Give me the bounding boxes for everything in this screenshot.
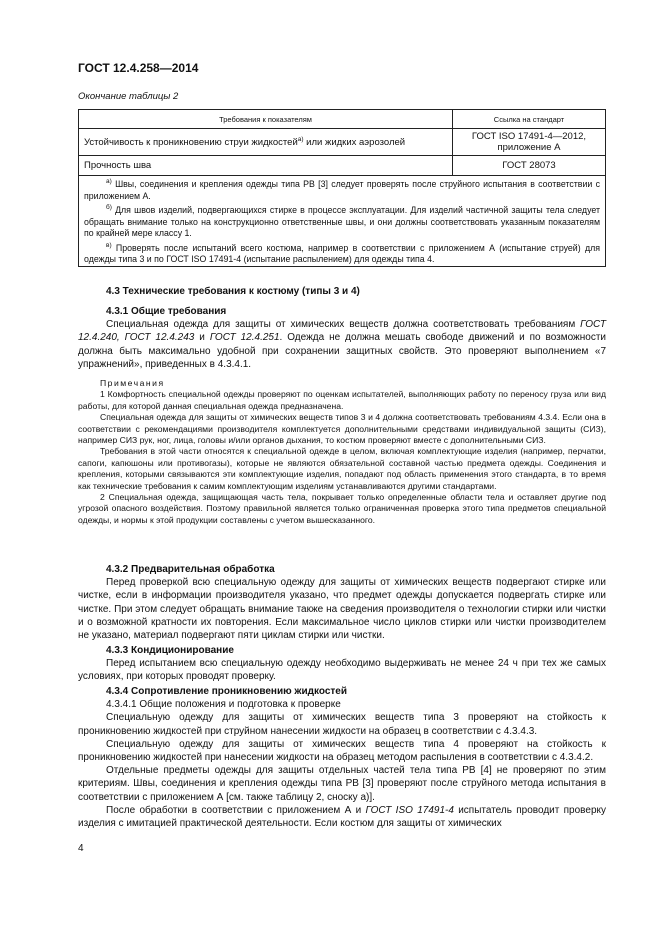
- section-heading: 4.3 Технические требования к костюму (типы 3 и 4): [106, 286, 360, 297]
- notes-block: [78, 378, 606, 526]
- section-4-3-4: [78, 685, 606, 830]
- section-4-3-2: [78, 563, 606, 642]
- paragraph: Перед испытанием всю специальную одежду необходимо выдерживать не менее 24 ч при тех же самых условиях, при которых проводят проверку.: [78, 658, 606, 683]
- page-number: 4: [78, 843, 84, 854]
- col-requirements-header: Требования к показателям: [79, 110, 453, 129]
- table-row: [79, 129, 606, 156]
- requirement-text-tail: или жидких аэрозолей: [303, 137, 406, 149]
- section-heading: 4.3.3 Кондиционирование: [106, 645, 234, 656]
- footnote: $^{в)}$ Проверять после испытаний всего костюма, например в соответствии с приложением А (испытание струей) для одежды типа 3 и по ГОСТ ISO 17491-4 (испытание распылением) для одежды типа 4.: [84, 241, 600, 265]
- reference-line: ГОСТ ISO 17491-4—2012,: [471, 131, 587, 142]
- table-row: [79, 156, 606, 176]
- notes-title: Примечания: [100, 378, 165, 388]
- subsection-heading: 4.3.4.1 Общие положения и подготовка к проверке: [106, 699, 341, 711]
- reference-line: приложение А: [497, 142, 561, 153]
- paragraph: Специальную одежду для защиты от химических веществ типа 3 проверяют на стойкость к проникновению жидкостей при струйном нанесении жидкости на образец в соответствии с 4.3.4.3.: [78, 712, 606, 737]
- requirement-cell: [79, 129, 453, 156]
- requirement-text: Устойчивость к проникновению струи жидкостей: [84, 137, 298, 149]
- col-reference-header: Ссылка на стандарт: [453, 110, 606, 129]
- footnote: $^{а)}$ Швы, соединения и крепления одежды типа PB [3] следует проверять после струйного испытания в соответствии с приложением А.: [84, 178, 600, 201]
- document-header: ГОСТ 12.4.258—2014: [78, 61, 199, 75]
- section-heading: 4.3.4 Сопротивление проникновению жидкостей: [106, 686, 348, 697]
- paragraph: Перед проверкой всю специальную одежду для защиты от химических веществ подвергают стирке или чистке, если в информации производителя указано, что предмет одежды допускается подвергать стирке или чистке. При этом следует обращать внимание также на сведения производителя о технологии стирки или чистки и о возможной кратности их повторения. Если максимальное число циклов стирки или чистки производителем не указано, материал подвергают пяти циклам стирки или чистки.: [78, 577, 606, 642]
- note: 2 Специальная одежда, защищающая часть тела, покрывает только определенные области тела и оставляет другие под угрозой опасного воздействия. Поэтому правильной является только ограниченная проверка этого типа предметов специальной одежды, и нормы к этой продукции составлены с учетом вышесказанного.: [78, 492, 606, 525]
- table-notes-row: [79, 176, 606, 267]
- footnote-mark: а): [297, 135, 304, 143]
- section-4-3-3: [78, 644, 606, 684]
- paragraph: После обработки в соответствии с приложением А и ГОСТ ISO 17491-4 испытатель проводит проверку изделия с имитацией практической деятельности. Если костюм для защиты от химических: [78, 804, 606, 830]
- table-header-row: [79, 110, 606, 129]
- note: Требования в этой части относятся к специальной одежде в целом, включая комплектующие изделия (например, перчатки, сапоги, капюшоны или противогазы), которые не являются обязательной составной частью предмета одежды. Соединения и крепления, которыми связываются эти комплектующие изделия, попадают под область применения этого стандарта, в то время как технические требования к самим комплектующим изделиям устанавливаются другими стандартами.: [78, 446, 606, 491]
- paragraph: Специальная одежда для защиты от химических веществ должна соответствовать требованиям ГОСТ 12.4.240, ГОСТ 12.4.243 и ГОСТ 12.4.251. Одежда не должна мешать свободе движений и по возможности должна быть максимально удобной при сохранении защитных свойств. Это проверяют выполнением «7 упражнений», приведенных в 4.3.4.1.: [78, 319, 606, 370]
- reference-cell: [453, 129, 606, 156]
- table-footnotes: [79, 176, 606, 267]
- reference-cell: ГОСТ 28073: [453, 156, 606, 176]
- section-heading: 4.3.2 Предварительная обработка: [106, 564, 275, 575]
- paragraph: Отдельные предметы одежды для защиты отдельных частей тела типа PB [4] не проверяют по этим критериям. Швы, соединения и крепления одежды типа PB [3] проверяют после струйного метода испытания в соответствии с приложением А [см. также таблицу 2, сноску а)].: [78, 765, 606, 803]
- section-heading: 4.3.1 Общие требования: [106, 306, 227, 317]
- requirement-cell: Прочность шва: [79, 156, 453, 176]
- note: 1 Комфортность специальной одежды проверяют по оценкам испытателей, выполняющих работу по переносу груза или вид работы, для которой данная специальная одежда предназначена.: [78, 389, 606, 411]
- requirements-table: [78, 109, 606, 267]
- table-continuation-caption: Окончание таблицы 2: [78, 91, 179, 102]
- note: Специальная одежда для защиты от химических веществ типов 3 и 4 должна соответствовать требованиям 4.3.4. Если она в соответствии с рекомендациями производителя комплектуется дополнительными средствами индивидуальной защиты (СИЗ), например СИЗ рук, ног, лица, головы и/или органов дыхания, то костюм проверяют вместе с дополнительными СИЗ.: [78, 412, 606, 446]
- section-4-3: [78, 285, 606, 298]
- footnote: $^{б)}$ Для швов изделий, подвергающихся стирке в процессе эксплуатации. Для изделий частичной защиты тела следует обращать внимание только на конструкционно ответственные швы, и они должны соответствовать указанным показателям по крайней мере классу 1.: [84, 204, 600, 239]
- paragraph: Специальную одежду для защиты от химических веществ типа 4 проверяют на стойкость к проникновению жидкостей при нанесении жидкости на образец методом распыления в соответствии с 4.3.4.2.: [78, 738, 606, 764]
- section-4-3-1: [78, 305, 606, 371]
